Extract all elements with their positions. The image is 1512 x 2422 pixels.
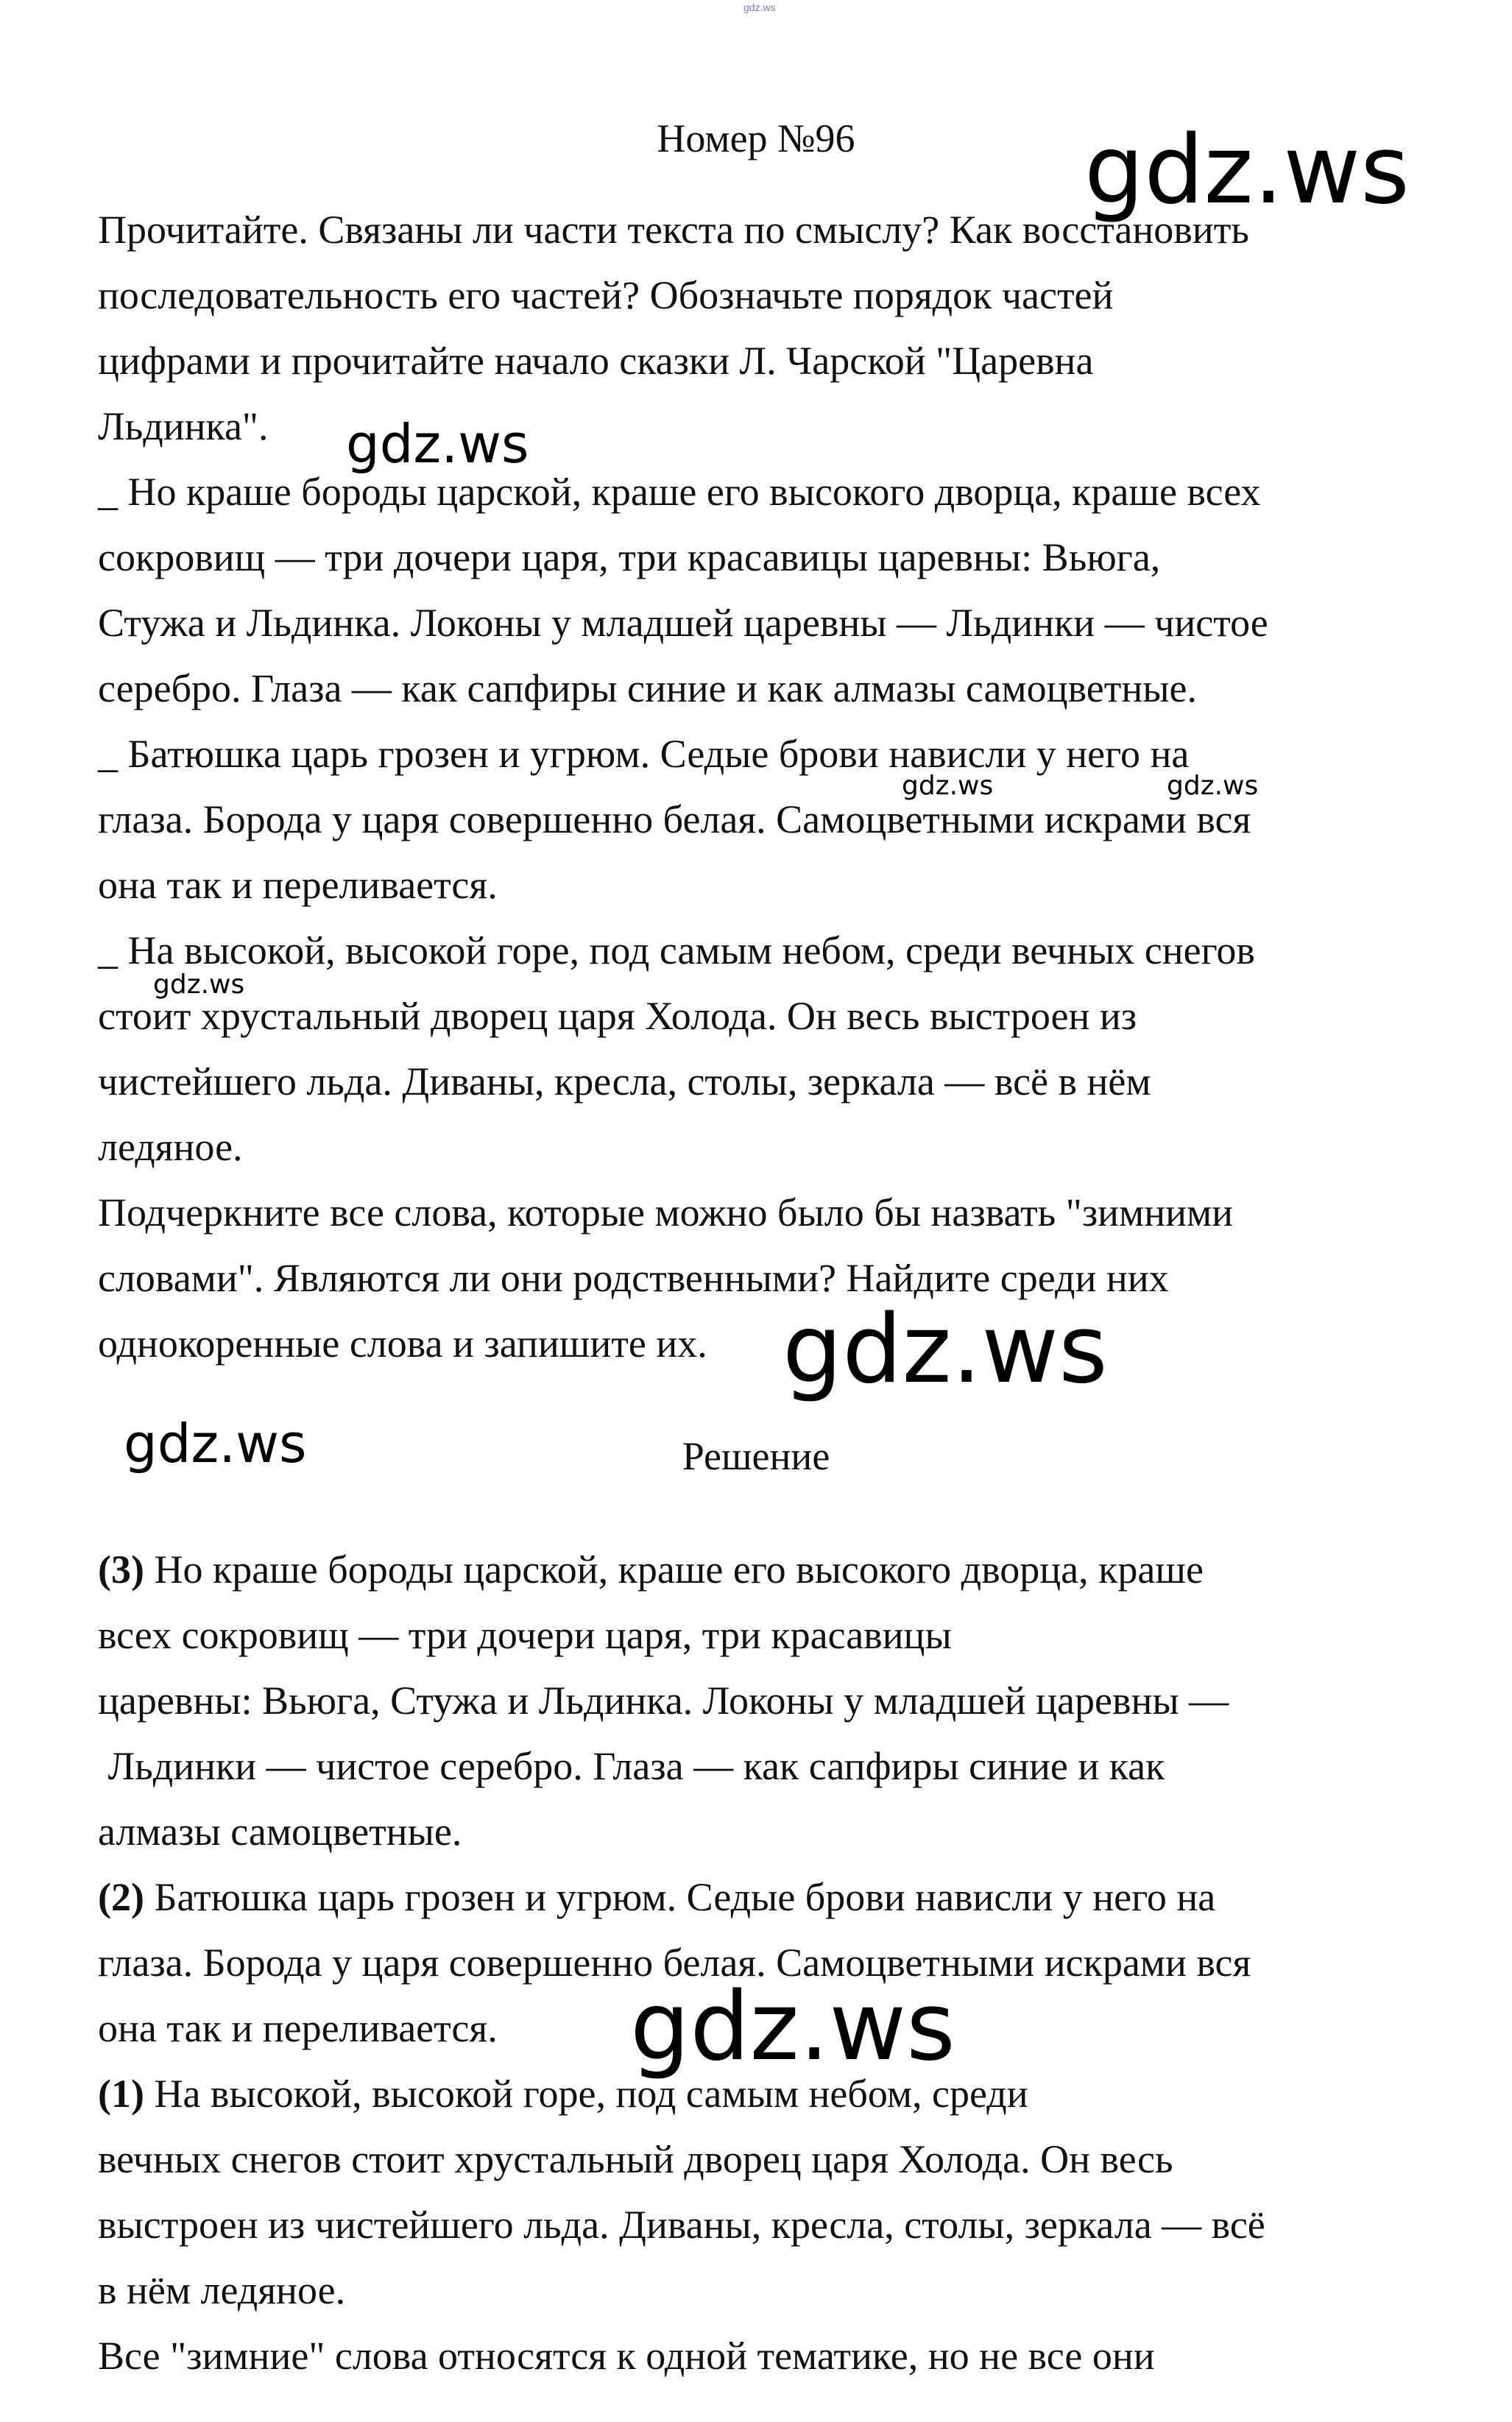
watermark: gdz.ws [346, 413, 529, 475]
task-line: стоит хрустальный дворец царя Холода. Он весь выстроен из [98, 994, 1137, 1038]
solution-line: Все "зимние" слова относятся к одной тематике, но не все они [98, 2334, 1155, 2378]
task-line: _ Батюшка царь грозен и угрюм. Седые брови нависли у него на [98, 732, 1190, 776]
task-line: Прочитайте. Связаны ли части текста по смыслу? Как восстановить [98, 208, 1249, 252]
task-line: ледяное. [98, 1125, 243, 1169]
task-line: словами". Являются ли они родственными? Найдите среди них [98, 1256, 1169, 1300]
solution-line: глаза. Борода у царя совершенно белая. Самоцветными искрами вся [98, 1941, 1251, 1985]
watermark: gdz.ws [783, 1295, 1108, 1405]
watermark: gdz.ws [630, 1972, 955, 2082]
task-line: серебро. Глаза — как сапфиры синие и как алмазы самоцветные. [98, 666, 1197, 710]
part-number: (2) [98, 1875, 144, 1919]
solution-text [98, 1537, 1438, 2389]
solution-line: алмазы самоцветные. [98, 1810, 462, 1854]
task-line: последовательность его частей? Обозначьте порядок частей [98, 273, 1114, 317]
solution-line-text: Но краше бороды царской, краше его высокого дворца, краше [144, 1547, 1204, 1592]
solution-line: царевны: Вьюга, Стужа и Льдинка. Локоны у младшей царевны — [98, 1678, 1229, 1723]
solution-line: в нём ледяное. [98, 2268, 346, 2312]
solution-line: вечных снегов стоит хрустальный дворец царя Холода. Он весь [98, 2137, 1173, 2181]
task-line: _ Но краше бороды царской, краше его высокого дворца, краше всех [98, 470, 1261, 514]
task-line: глаза. Борода у царя совершенно белая. Самоцветными искрами вся [98, 797, 1251, 841]
part-number: (3) [98, 1547, 144, 1592]
part-number: (1) [98, 2072, 144, 2116]
solution-heading: Решение [682, 1434, 830, 1478]
solution-line: выстроен из чистейшего льда. Диваны, кресла, столы, зеркала — всё [98, 2203, 1265, 2247]
top-watermark-text: gdz.ws [743, 1, 776, 13]
task-line: она так и переливается. [98, 863, 498, 907]
task-line: чистейшего льда. Диваны, кресла, столы, зеркала — всё в нём [98, 1059, 1151, 1104]
task-line: Стужа и Льдинка. Локоны у младшей царевны — Льдинки — чистое [98, 601, 1268, 645]
task-line: _ На высокой, высокой горе, под самым небом, среди вечных снегов [98, 928, 1255, 972]
watermark: gdz.ws [124, 1413, 307, 1475]
solution-line [98, 1537, 1438, 1603]
watermark: gdz.ws [1167, 771, 1259, 801]
solution-line: Льдинки — чистое серебро. Глаза — как сапфиры синие и как [98, 1744, 1165, 1788]
task-line: однокоренные слова и запишите их. [98, 1321, 707, 1366]
watermark: gdz.ws [902, 771, 994, 801]
solution-line-text: Батюшка царь грозен и угрюм. Седые брови нависли у него на [144, 1875, 1216, 1919]
task-line: сокровищ — три дочери царя, три красавицы царевны: Вьюга, [98, 535, 1161, 579]
page-title: Номер №96 [657, 116, 855, 160]
solution-line-text: На высокой, высокой горе, под самым небом, среди [144, 2072, 1028, 2116]
solution-line: она так и переливается. [98, 2006, 498, 2050]
solution-line: всех сокровищ — три дочери царя, три красавицы [98, 1613, 952, 1657]
watermark: gdz.ws [1084, 116, 1410, 225]
task-line: цифрами и прочитайте начало сказки Л. Чарской "Царевна [98, 339, 1094, 383]
task-line: Льдинка". [98, 404, 269, 448]
watermark: gdz.ws [153, 970, 245, 1000]
solution-line [98, 1865, 1438, 1930]
task-line: Подчеркните все слова, которые можно было бы назвать "зимними [98, 1190, 1234, 1235]
